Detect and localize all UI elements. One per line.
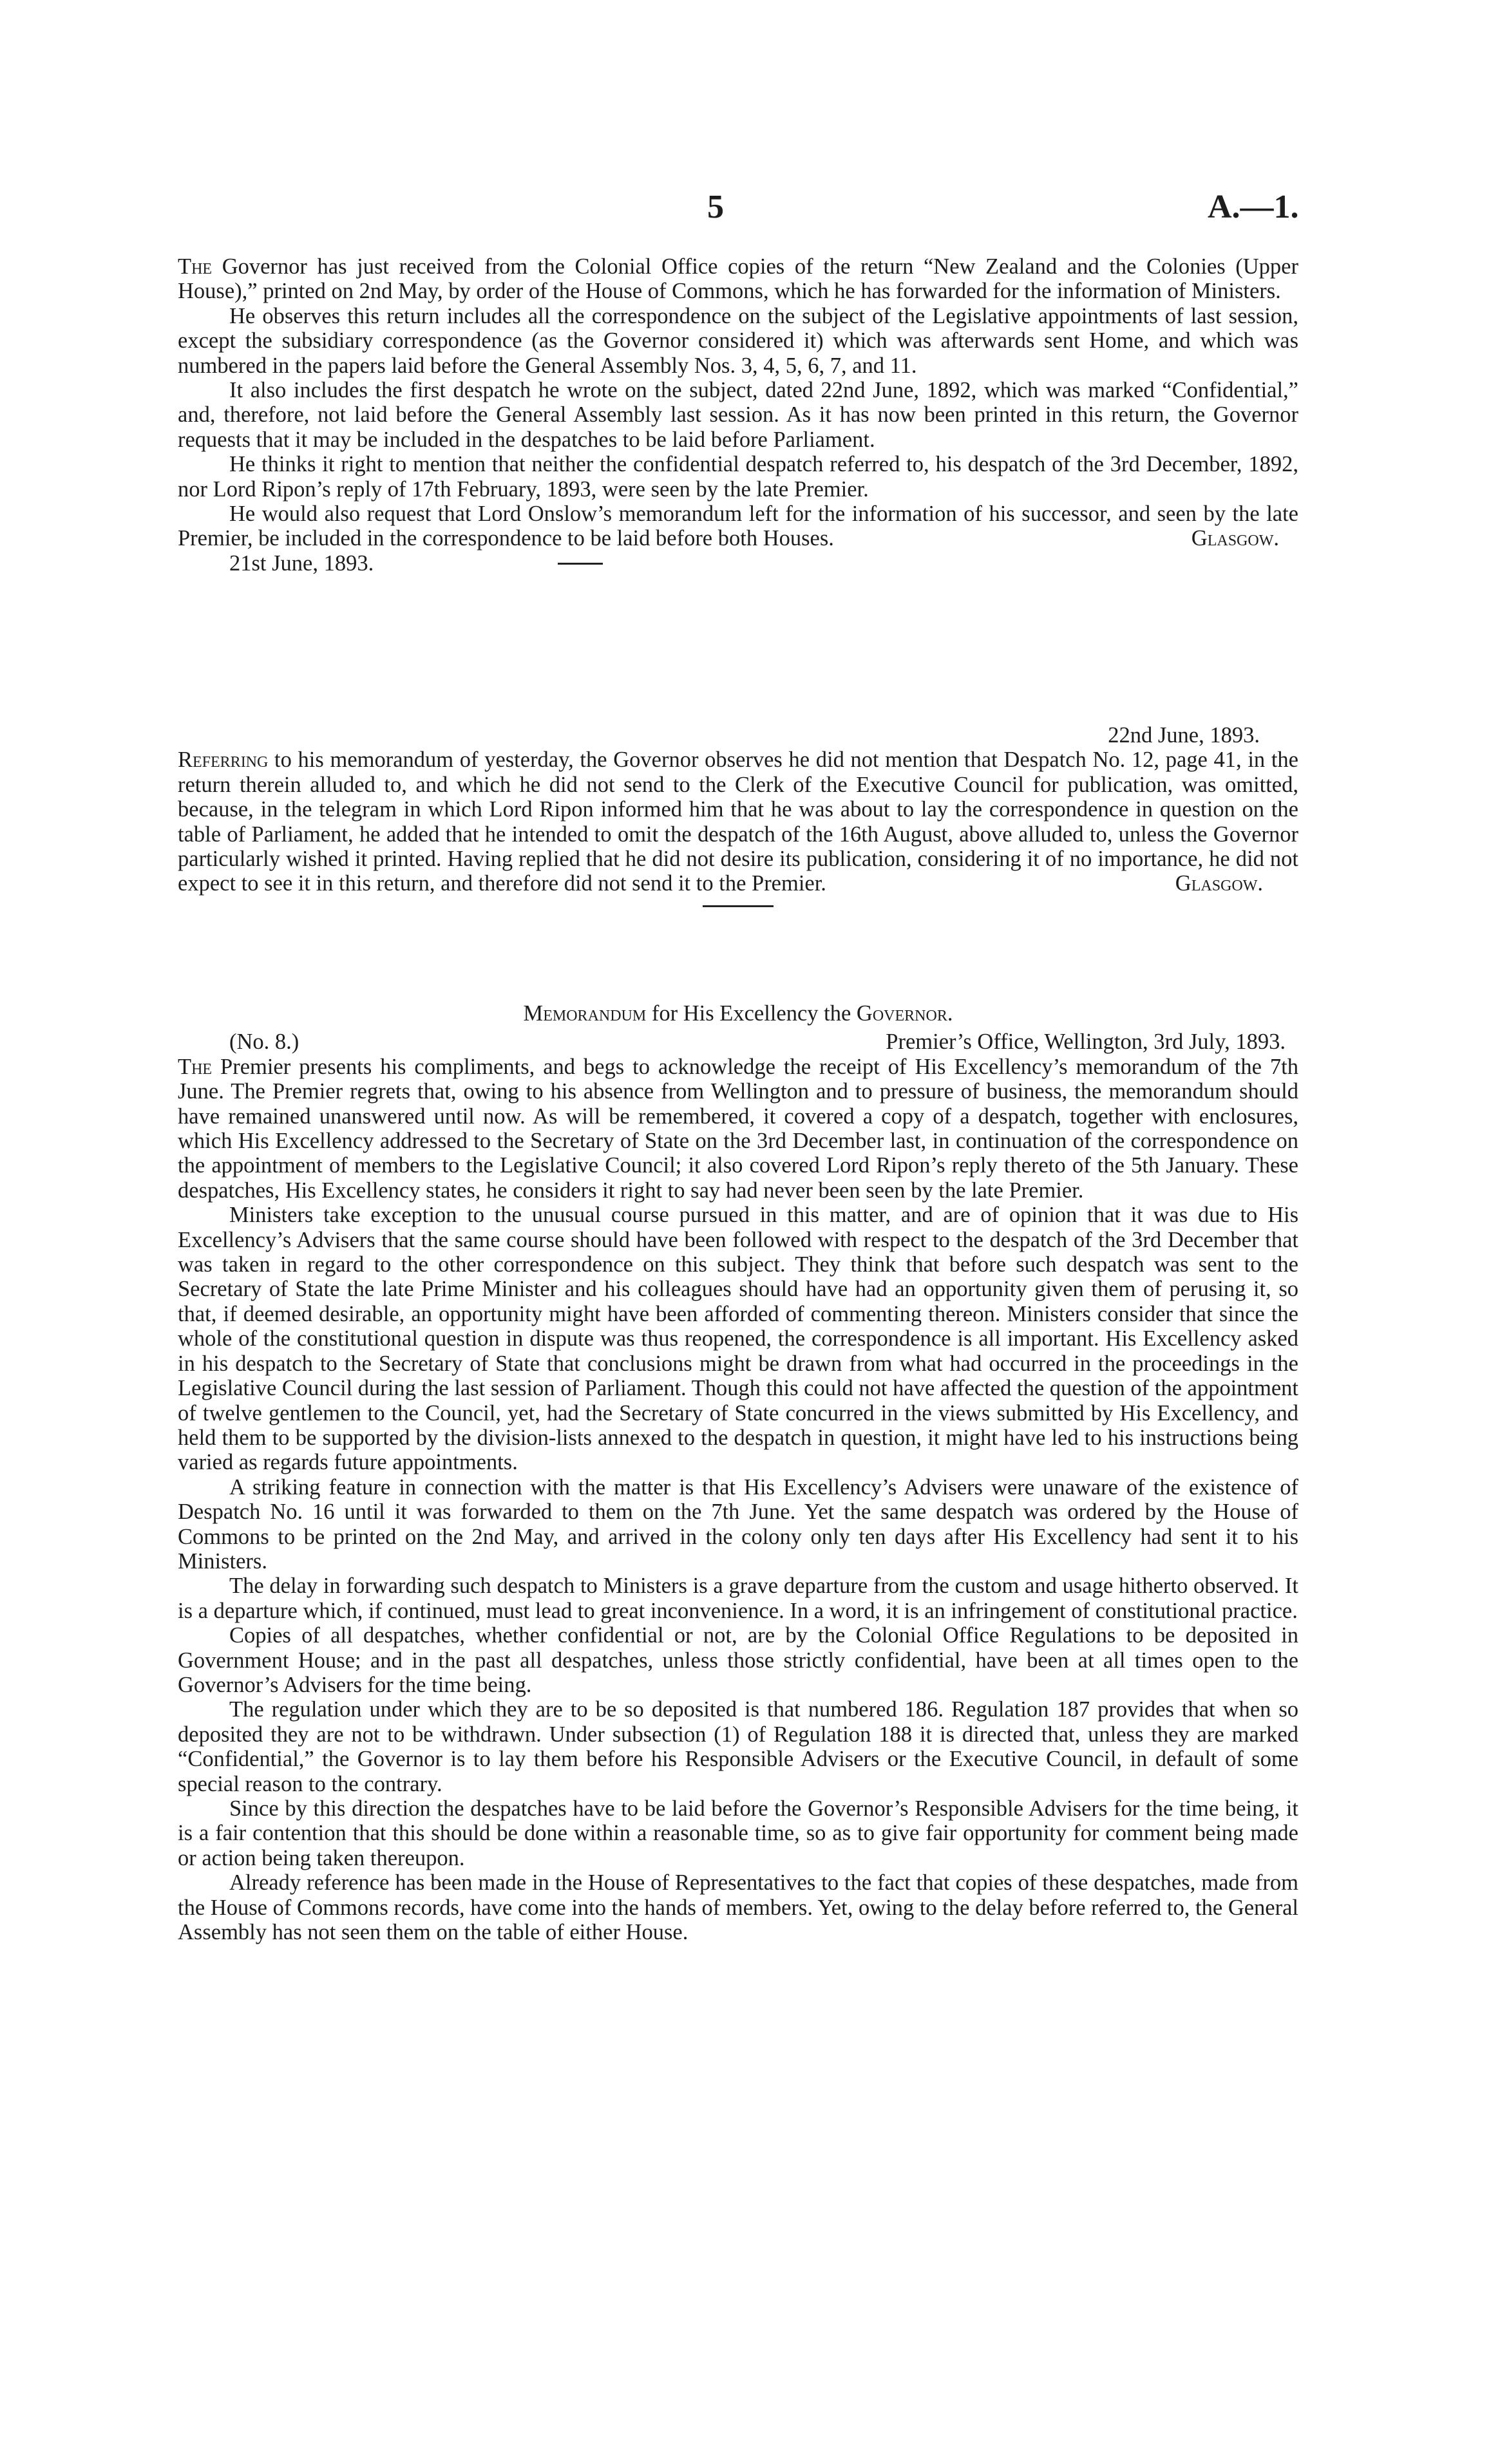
memo-header-row — [178, 1030, 1298, 1054]
paper-reference: A.—1. — [1208, 189, 1299, 225]
signature: Glasgow. — [1175, 871, 1263, 896]
lead-word: Referring — [178, 748, 269, 773]
paragraph: The regulation under which they are to be so deposited is that numbered 186. Regulation 187 provides that when so deposited they are not to be withdrawn. Under subsection (1) of Regulation 188 it is directed that, unless they are marked “Confidential,” the Governor is to lay them before his Responsible Advisers or the Executive Council, in default of some special reason to the contrary. — [178, 1697, 1298, 1796]
memo-title — [178, 1001, 1298, 1026]
memorandum-no-8 — [178, 1001, 1298, 1944]
title-mid: for His Excellency the — [646, 1001, 857, 1026]
paragraph: A striking feature in connection with the matter is that His Excellency’s Advisers were unaware of the existence of Despatch No. 16 until it was forwarded to them on the 7th June. Yet the same despatch was ordered by the House of Commons to be printed on the 2nd May, and arrived in the colony only ten days after His Excellency had sent it to his Ministers. — [178, 1474, 1298, 1574]
paragraph — [178, 1055, 1298, 1203]
paragraph-text: Governor has just received from the Colonial Office copies of the return “New Zealand and the Colonies (Upper House),” printed on 2nd May, by order of the House of Commons, which he has forwarded for the information of Ministers. — [178, 254, 1298, 304]
paragraph: Already reference has been made in the House of Representatives to the fact that copies of these despatches, made from the House of Commons records, have come into the hands of members. Yet, owing to the delay before referred to, the General Assembly has not seen them on the table of either House. — [178, 1870, 1298, 1945]
title-end: Governor. — [856, 1001, 953, 1026]
paragraph: He would also request that Lord Onslow’s memorandum left for the information of his successor, and seen by the late Premier, be included in the correspondence to be laid before both Houses. — [178, 502, 1298, 551]
signature: Glasgow. — [1191, 526, 1279, 551]
paragraph: Copies of all despatches, whether confidential or not, are by the Colonial Office Regulations to be deposited in Government House; and in the past all despatches, unless those strictly confidential, have been at all times open to the Governor’s Advisers for the time being. — [178, 1623, 1298, 1697]
memorandum-22-june — [178, 723, 1298, 907]
memo-number: (No. 8.) — [229, 1030, 299, 1055]
divider — [558, 563, 603, 565]
paragraph: Since by this direction the despatches have to be laid before the Governor’s Responsible Advisers for the time being, it is a fair contention that this should be done within a reasonable time, so as to give fair opportunity for comment being made or action being taken thereupon. — [178, 1796, 1298, 1870]
page-number: 5 — [707, 189, 724, 225]
paragraph-text: Premier presents his compliments, and begs to acknowledge the receipt of His Excellency’s memorandum of the 7th June. The Premier regrets that, owing to his absence from Wellington and to pressure of business, the memorandum should have remained unanswered until now. As will be remembered, it covered a copy of a despatch, together with enclosures, which His Excellency addressed to the Secretary of State on the 3rd December last, in continuation of the correspondence on the appointment of members to the Legislative Council; it also covered Lord Ripon’s reply thereto of the 5th January. These despatches, His Excellency states, he considers it right to say had never been seen by the late Premier. — [178, 1054, 1298, 1203]
paragraph: It also includes the first despatch he wrote on the subject, dated 22nd June, 1892, which was marked “Confidential,” and, therefore, not laid before the General Assembly last session. As it has now been printed in this return, the Governor requests that it may be included in the despatches to be laid before Parliament. — [178, 378, 1298, 452]
memo-date: 22nd June, 1893. — [1108, 723, 1260, 748]
memo-place-date: Premier’s Office, Wellington, 3rd July, 1893. — [886, 1030, 1286, 1055]
divider — [703, 905, 774, 907]
paragraph-text: to his memorandum of yesterday, the Governor observes he did not mention that Despatch No. 12, page 41, in the return therein alluded to, and which he did not send to the Clerk of the Executive Council for publication, was omitted, because, in the telegram in which Lord Ripon informed him that he was about to lay the correspondence in question on the table of Parliament, he added that he intended to omit the despatch of the 16th August, above alluded to, unless the Governor particularly wished it printed. Having replied that he did not desire its publication, considering it of no importance, he did not expect to see it in this return, and therefore did not send it to the Premier. — [178, 748, 1298, 896]
paragraph — [178, 254, 1298, 304]
lead-word: The — [178, 254, 213, 279]
paragraph: Ministers take exception to the unusual course pursued in this matter, and are of opinion that it was due to His Excellency’s Advisers that the same course should have been followed with respect to the despatch of the 3rd December that was taken in regard to the other correspondence on this subject. They think that before such despatch was sent to the Secretary of State the late Prime Minister and his colleagues should have had an opportunity given them of perusing it, so that, if deemed desirable, an opportunity might have been afforded of commenting thereon. Ministers consider that since the whole of the constitutional question in dispute was thus reopened, the correspondence is all important. His Excellency asked in his despatch to the Secretary of State that conclusions might be drawn from what had occurred in the proceedings in the Legislative Council during the last session of Parliament. Though this could not have affected the question of the appointment of twelve gentlemen to the Council, yet, had the Secretary of State concurred in the views submitted by His Excellency, and held them to be supported by the division-lists annexed to the despatch in question, it might have led to his instructions being varied as regards future appointments. — [178, 1203, 1298, 1475]
paragraph: He thinks it right to mention that neither the confidential despatch referred to, his despatch of the 3rd December, 1892, nor Lord Ripon’s reply of 17th February, 1893, were seen by the late Premier. — [178, 452, 1298, 502]
memo-date: 21st June, 1893. — [229, 550, 374, 576]
memorandum-21-june — [178, 254, 1298, 576]
date-row — [178, 551, 1298, 576]
paragraph: The delay in forwarding such despatch to Ministers is a grave departure from the custom and usage hitherto observed. It is a departure which, if continued, must lead to great inconvenience. In a word, it is an infringement of constitutional practice. — [178, 1574, 1298, 1623]
paragraph: He observes this return includes all the correspondence on the subject of the Legislative appointments of last session, except the subsidiary correspondence (as the Governor considered it) which was afterwards sent Home, and which was numbered in the papers laid before the General Assembly Nos. 3, 4, 5, 6, 7, and 11. — [178, 303, 1298, 378]
title-lead: Memorandum — [523, 1001, 647, 1026]
lead-word: The — [178, 1054, 213, 1079]
